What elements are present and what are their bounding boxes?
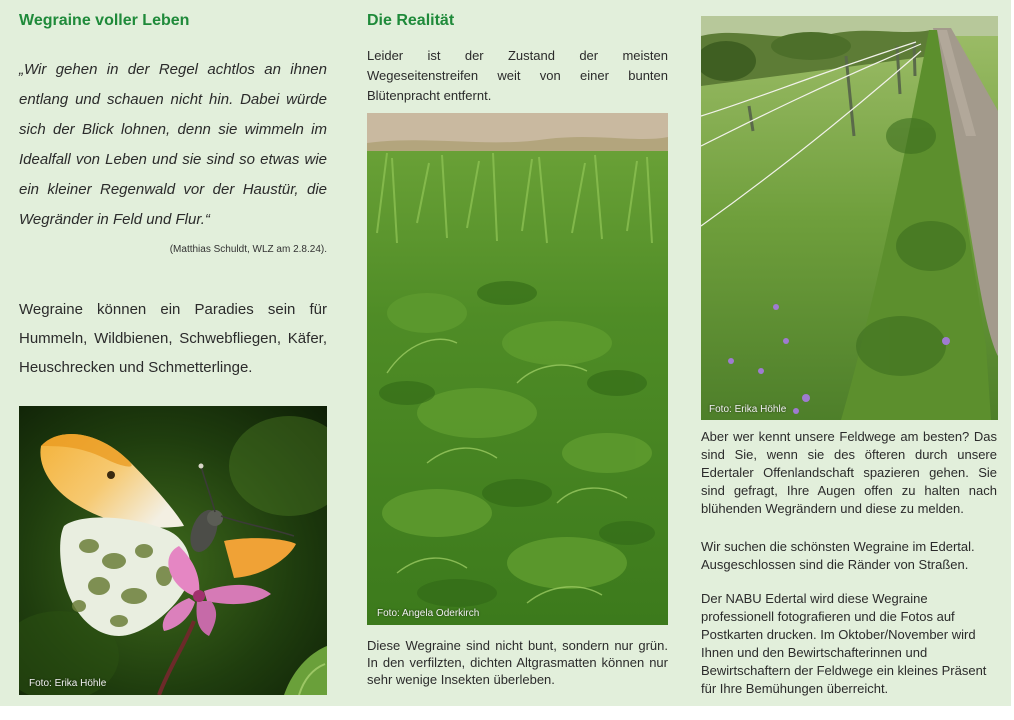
photo-credit-grass: Foto: Angela Oderkirch [377, 608, 480, 619]
butterfly-photo [19, 406, 327, 695]
quote-citation: (Matthias Schuldt, WLZ am 2.8.24). [169, 244, 327, 255]
search-paragraph: Wir suchen die schönsten Wegraine im Edertal. Ausgeschlossen sind die Ränder von Straßen. [701, 539, 975, 572]
realitaet-outro-paragraph: Diese Wegraine sind nicht bunt, sondern nur grün. In den verfilzten, dichten Altgrasmatten können nur sehr wenige Insekten überleben. [367, 638, 668, 687]
realitaet-intro-paragraph: Leider ist der Zustand der meisten Wegeseitenstreifen weit von einer bunten Blütenpracht entfernt. [367, 48, 668, 103]
photo-credit-fieldpath: Foto: Erika Höhle [709, 404, 787, 415]
butterfly-on-flower-image [19, 406, 327, 695]
heading-die-realitaet: Die Realität [367, 12, 455, 29]
field-path-photo [701, 16, 998, 420]
paradise-paragraph: Wegraine können ein Paradies sein für Hummeln, Wildbienen, Schwebfliegen, Käfer, Heuschrecken und Schmetterlinge. [19, 301, 327, 376]
heading-wegraine-voller-leben: Wegraine voller Leben [19, 12, 190, 29]
nabu-paragraph: Der NABU Edertal wird diese Wegraine professionell fotografieren und die Fotos auf Postkarten drucken. Im Oktober/November wird Ihnen und den Bewirtschafterinnen und Bewirtschaftern der Feldwege ein kleines Präsent für Ihre Bemühungen überreicht. [701, 591, 987, 696]
dense-grass-image [367, 113, 668, 625]
call-to-action-paragraph: Aber wer kennt unsere Feldwege am besten? Das sind Sie, wenn sie des öfteren durch unsere Edertaler Offenlandschaft spazieren gehen. Sie sind gefragt, Ihre Augen offen zu halten nach blühenden Wegrändern und diese zu melden. [701, 429, 997, 516]
photo-credit-butterfly: Foto: Erika Höhle [29, 678, 107, 689]
quote-text: „Wir gehen in der Regel achtlos an ihnen entlang und schauen nicht hin. Dabei würde sich der Blick lohnen, denn sie wimmeln im Idealfall von Leben und sie sind so etwas wie ein kleiner Regenwald vor der Haustür, die Wegränder in Feld und Flur.“ [19, 61, 327, 228]
field-path-with-fence-image [701, 16, 998, 420]
grass-photo [367, 113, 668, 625]
